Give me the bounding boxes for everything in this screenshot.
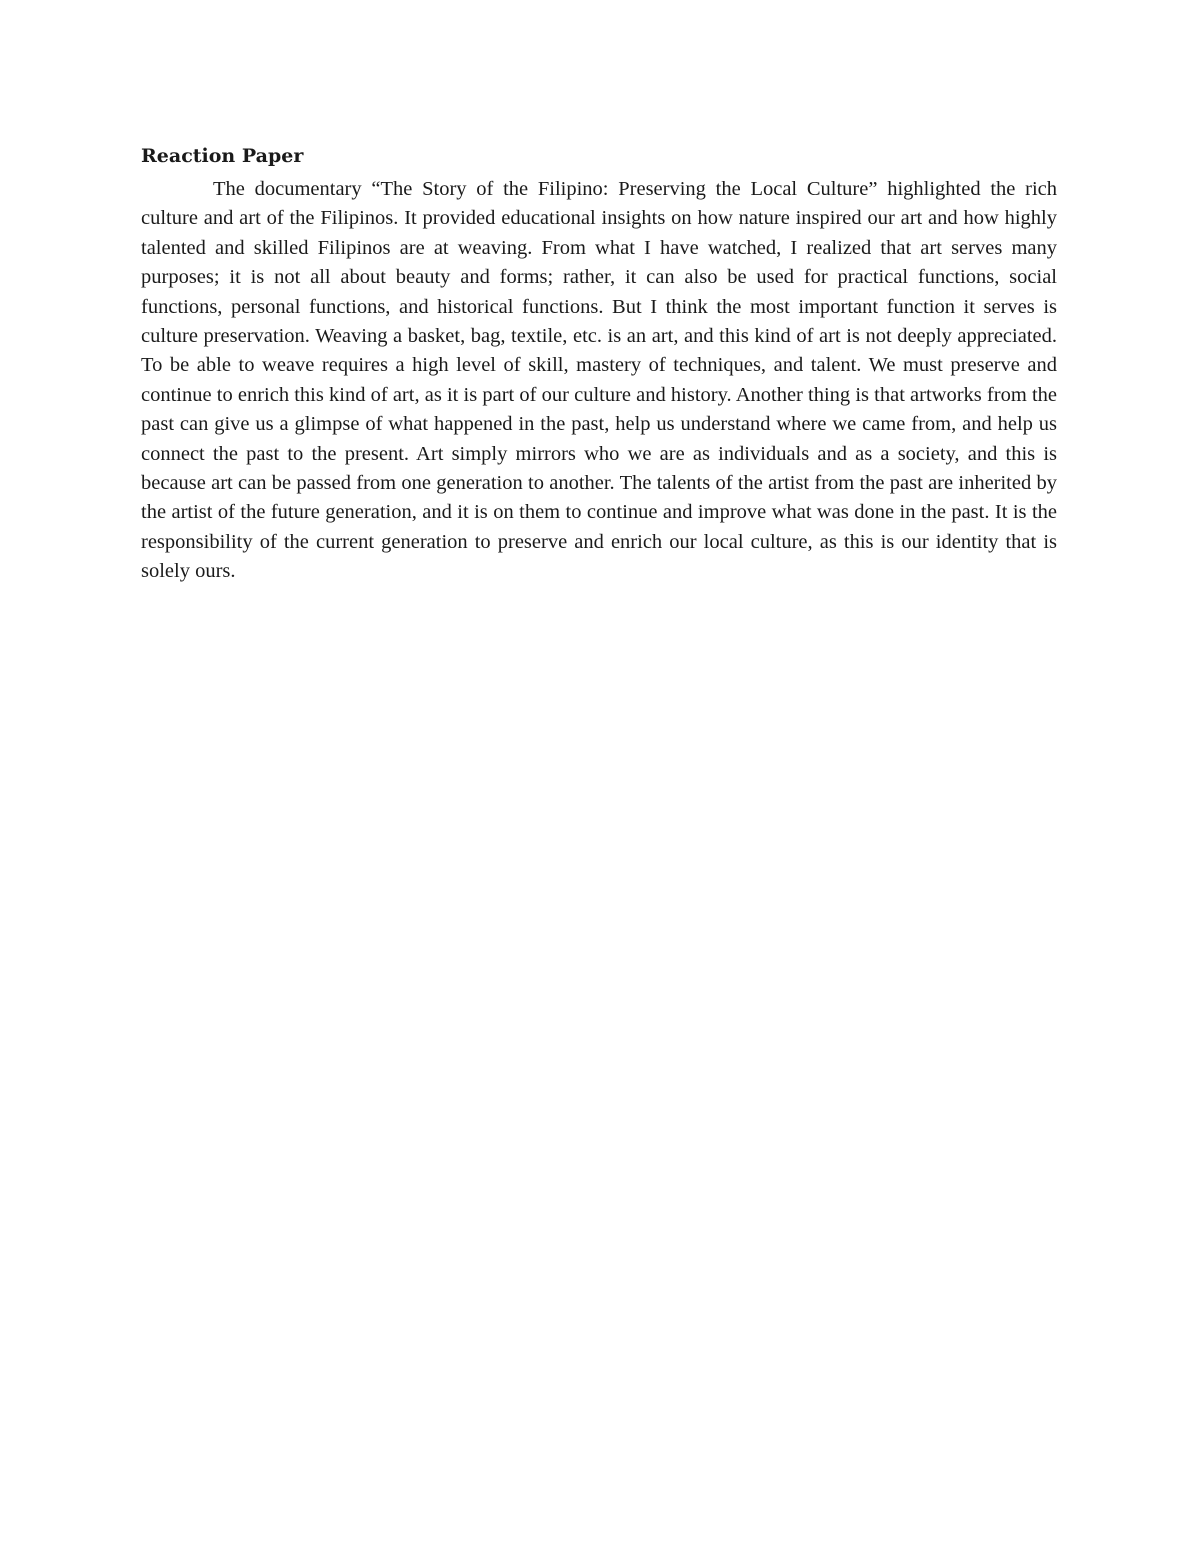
- body-paragraph: The documentary “The Story of the Filipino: Preserving the Local Culture” highlighted the rich culture and art of the Filipinos. It provided educational insights on how nature inspired our art and how highly talented and skilled Filipinos are at weaving. From what I have watched, I realized that art serves many purposes; it is not all about beauty and forms; rather, it can also be used for practical functions, social functions, personal functions, and historical functions. But I think the most important function it serves is culture preservation. Weaving a basket, bag, textile, etc. is an art, and this kind of art is not deeply appreciated. To be able to weave requires a high level of skill, mastery of techniques, and talent. We must preserve and continue to enrich this kind of art, as it is part of our culture and history. Another thing is that artworks from the past can give us a glimpse of what happened in the past, help us understand where we came from, and help us connect the past to the present. Art simply mirrors who we are as individuals and as a society, and this is because art can be passed from one generation to another. The talents of the artist from the past are inherited by the artist of the future generation, and it is on them to continue and improve what was done in the past. It is the responsibility of the current generation to preserve and enrich our local culture, as this is our identity that is solely ours.: [141, 178, 1057, 583]
- document-title: Reaction Paper: [141, 145, 304, 167]
- document-content: [141, 142, 1057, 587]
